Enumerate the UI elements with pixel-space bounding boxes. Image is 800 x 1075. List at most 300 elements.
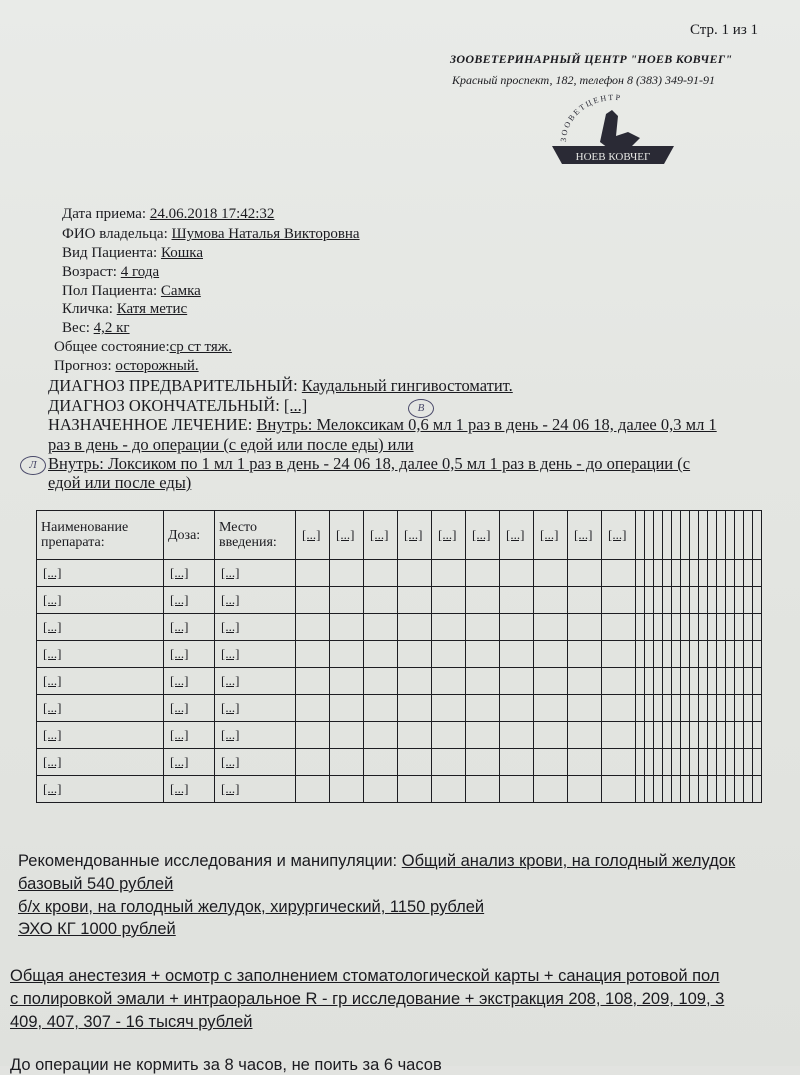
day-header-placeholder: [...] xyxy=(540,527,559,542)
day-cell xyxy=(500,614,534,641)
day-cell xyxy=(398,722,432,749)
narrow-cell xyxy=(672,614,681,641)
route-cell xyxy=(215,722,296,749)
day-cell xyxy=(398,560,432,587)
drug-name-cell xyxy=(37,749,164,776)
day-cell xyxy=(568,776,602,803)
route-cell xyxy=(215,587,296,614)
dose-cell xyxy=(164,668,215,695)
narrow-header-cell xyxy=(663,511,672,560)
narrow-cell xyxy=(708,614,717,641)
day-cell xyxy=(364,695,398,722)
narrow-cell xyxy=(663,749,672,776)
narrow-cell xyxy=(690,695,699,722)
day-header-cell xyxy=(432,511,466,560)
narrow-cell xyxy=(681,641,690,668)
day-cell xyxy=(602,722,636,749)
day-cell xyxy=(500,641,534,668)
narrow-cell xyxy=(636,749,645,776)
day-cell xyxy=(432,641,466,668)
route-cell xyxy=(215,614,296,641)
day-cell xyxy=(398,668,432,695)
narrow-cell xyxy=(708,776,717,803)
narrow-cell xyxy=(663,776,672,803)
dose-cell xyxy=(164,722,215,749)
drug-name-cell xyxy=(37,776,164,803)
route-placeholder: [...] xyxy=(221,727,240,742)
narrow-cell xyxy=(699,776,708,803)
narrow-cell xyxy=(690,749,699,776)
narrow-cell xyxy=(726,695,735,722)
drug-name-placeholder: [...] xyxy=(43,619,62,634)
narrow-header-cell xyxy=(726,511,735,560)
narrow-cell xyxy=(744,749,753,776)
route-cell xyxy=(215,695,296,722)
narrow-cell xyxy=(654,614,663,641)
table-row xyxy=(37,587,762,614)
dose-placeholder: [...] xyxy=(170,754,189,769)
day-cell xyxy=(296,749,330,776)
narrow-cell xyxy=(672,560,681,587)
narrow-cell xyxy=(699,722,708,749)
narrow-cell xyxy=(681,560,690,587)
narrow-cell xyxy=(681,695,690,722)
day-cell xyxy=(432,722,466,749)
narrow-cell xyxy=(690,560,699,587)
narrow-cell xyxy=(717,587,726,614)
day-header-placeholder: [...] xyxy=(302,527,321,542)
narrow-cell xyxy=(717,722,726,749)
day-cell xyxy=(330,587,364,614)
day-header-placeholder: [...] xyxy=(608,527,627,542)
day-cell xyxy=(602,776,636,803)
narrow-cell xyxy=(735,587,744,614)
day-cell xyxy=(364,668,398,695)
table-row xyxy=(37,776,762,803)
day-cell xyxy=(568,749,602,776)
table-row xyxy=(37,749,762,776)
narrow-cell xyxy=(735,722,744,749)
table-row xyxy=(37,614,762,641)
header-route: Место введения: xyxy=(219,520,277,550)
narrow-header-cell xyxy=(654,511,663,560)
narrow-cell xyxy=(708,722,717,749)
day-cell xyxy=(534,641,568,668)
day-cell xyxy=(432,587,466,614)
day-header-cell xyxy=(330,511,364,560)
day-cell xyxy=(568,695,602,722)
treatment-row xyxy=(48,415,717,435)
narrow-cell xyxy=(690,722,699,749)
narrow-header-cell xyxy=(672,511,681,560)
owner-label: ФИО владельца: xyxy=(62,226,168,242)
day-cell xyxy=(398,776,432,803)
narrow-header-cell xyxy=(645,511,654,560)
species-row xyxy=(62,245,203,262)
drug-name-cell xyxy=(37,614,164,641)
day-cell xyxy=(330,695,364,722)
narrow-cell xyxy=(654,560,663,587)
day-cell xyxy=(296,560,330,587)
drug-name-placeholder: [...] xyxy=(43,754,62,769)
narrow-header-cell xyxy=(690,511,699,560)
narrow-cell xyxy=(753,722,762,749)
narrow-cell xyxy=(726,560,735,587)
dose-placeholder: [...] xyxy=(170,700,189,715)
table-row xyxy=(37,641,762,668)
dose-placeholder: [...] xyxy=(170,673,189,688)
day-cell xyxy=(296,776,330,803)
day-cell xyxy=(398,641,432,668)
narrow-cell xyxy=(726,641,735,668)
dose-cell xyxy=(164,749,215,776)
day-cell xyxy=(432,776,466,803)
narrow-cell xyxy=(753,749,762,776)
day-header-cell xyxy=(568,511,602,560)
day-cell xyxy=(534,587,568,614)
day-cell xyxy=(296,722,330,749)
header-dose-cell xyxy=(164,511,215,560)
dose-cell xyxy=(164,695,215,722)
logo-arc-text: ЗООВЕТЦЕНТР xyxy=(558,92,623,143)
narrow-header-cell xyxy=(717,511,726,560)
drug-name-placeholder: [...] xyxy=(43,565,62,580)
dose-placeholder: [...] xyxy=(170,619,189,634)
narrow-cell xyxy=(636,776,645,803)
day-cell xyxy=(602,560,636,587)
day-cell xyxy=(568,641,602,668)
day-cell xyxy=(432,695,466,722)
owner-value: Шумова Наталья Викторовна xyxy=(171,226,360,242)
day-cell xyxy=(466,614,500,641)
day-cell xyxy=(466,749,500,776)
day-cell xyxy=(330,776,364,803)
narrow-header-cell xyxy=(699,511,708,560)
narrow-cell xyxy=(699,749,708,776)
day-cell xyxy=(296,668,330,695)
narrow-cell xyxy=(735,560,744,587)
narrow-cell xyxy=(645,668,654,695)
sex-label: Пол Пациента: xyxy=(62,283,158,299)
condition-label: Общее состояние: xyxy=(54,339,170,355)
narrow-cell xyxy=(663,614,672,641)
handwritten-mark-l: Л xyxy=(20,456,46,475)
narrow-cell xyxy=(744,614,753,641)
clinic-address: Красный проспект, 182, телефон 8 (383) 349-91-91 xyxy=(452,73,715,87)
day-cell xyxy=(330,560,364,587)
owner-row xyxy=(62,226,360,243)
day-cell xyxy=(296,641,330,668)
header-dose: Доза: xyxy=(168,527,201,543)
route-cell xyxy=(215,668,296,695)
visit-date-row xyxy=(62,206,274,223)
day-cell xyxy=(534,722,568,749)
narrow-cell xyxy=(717,641,726,668)
narrow-cell xyxy=(654,749,663,776)
header-drug-name: Наименование препарата: xyxy=(41,520,129,550)
day-cell xyxy=(432,614,466,641)
table-header-row xyxy=(37,511,762,560)
day-cell xyxy=(602,587,636,614)
weight-value: 4,2 кг xyxy=(93,320,130,336)
narrow-cell xyxy=(654,695,663,722)
narrow-cell xyxy=(672,641,681,668)
day-cell xyxy=(432,749,466,776)
medication-table xyxy=(36,510,762,803)
header-drug-name-cell xyxy=(37,511,164,560)
narrow-cell xyxy=(726,587,735,614)
day-cell xyxy=(296,695,330,722)
day-cell xyxy=(466,722,500,749)
condition-value: ср ст тяж. xyxy=(169,339,232,355)
day-cell xyxy=(500,776,534,803)
logo-banner-text: НОЕВ КОВЧЕГ xyxy=(575,151,651,163)
day-cell xyxy=(364,587,398,614)
species-value: Кошка xyxy=(160,245,203,261)
day-cell xyxy=(602,641,636,668)
narrow-cell xyxy=(726,668,735,695)
recommendations-line-5: Общая анестезия + осмотр с заполнением стоматологической карты + санация ротовой пол xyxy=(10,967,720,985)
day-cell xyxy=(398,695,432,722)
day-header-cell xyxy=(364,511,398,560)
day-cell xyxy=(602,668,636,695)
narrow-cell xyxy=(717,749,726,776)
narrow-cell xyxy=(654,722,663,749)
day-cell xyxy=(330,614,364,641)
narrow-header-cell xyxy=(681,511,690,560)
narrow-cell xyxy=(753,560,762,587)
narrow-cell xyxy=(753,776,762,803)
narrow-cell xyxy=(744,668,753,695)
narrow-cell xyxy=(690,641,699,668)
narrow-cell xyxy=(753,587,762,614)
day-cell xyxy=(500,668,534,695)
day-header-cell xyxy=(602,511,636,560)
narrow-cell xyxy=(753,668,762,695)
drug-name-placeholder: [...] xyxy=(43,727,62,742)
day-cell xyxy=(568,614,602,641)
day-cell xyxy=(364,641,398,668)
day-cell xyxy=(602,749,636,776)
narrow-cell xyxy=(717,695,726,722)
day-cell xyxy=(330,749,364,776)
clinic-logo xyxy=(548,90,678,170)
narrow-cell xyxy=(708,560,717,587)
clinic-name: ЗООВЕТЕРИНАРНЫЙ ЦЕНТР "НОЕВ КОВЧЕГ" xyxy=(450,52,733,66)
day-cell xyxy=(500,560,534,587)
day-cell xyxy=(466,560,500,587)
day-cell xyxy=(364,722,398,749)
day-cell xyxy=(364,776,398,803)
narrow-cell xyxy=(636,614,645,641)
route-placeholder: [...] xyxy=(221,592,240,607)
treatment-label: НАЗНАЧЕННОЕ ЛЕЧЕНИЕ: xyxy=(48,415,253,434)
table-row xyxy=(37,668,762,695)
narrow-cell xyxy=(672,776,681,803)
drug-name-cell xyxy=(37,641,164,668)
narrow-cell xyxy=(735,695,744,722)
narrow-cell xyxy=(717,668,726,695)
narrow-cell xyxy=(735,641,744,668)
narrow-cell xyxy=(645,749,654,776)
nickname-row xyxy=(62,301,187,318)
day-cell xyxy=(330,668,364,695)
route-cell xyxy=(215,749,296,776)
day-cell xyxy=(432,560,466,587)
narrow-cell xyxy=(672,587,681,614)
narrow-cell xyxy=(672,749,681,776)
narrow-cell xyxy=(654,776,663,803)
drug-name-cell xyxy=(37,668,164,695)
final-diagnosis-label: ДИАГНОЗ ОКОНЧАТЕЛЬНЫЙ: xyxy=(48,396,280,415)
condition-row xyxy=(54,339,232,356)
route-placeholder: [...] xyxy=(221,619,240,634)
dose-placeholder: [...] xyxy=(170,646,189,661)
route-placeholder: [...] xyxy=(221,700,240,715)
narrow-cell xyxy=(735,614,744,641)
day-cell xyxy=(534,668,568,695)
narrow-header-cell xyxy=(744,511,753,560)
narrow-cell xyxy=(672,695,681,722)
sex-row xyxy=(62,283,201,300)
weight-row xyxy=(62,320,130,337)
prognosis-label: Прогноз: xyxy=(54,358,112,374)
weight-label: Вес: xyxy=(62,320,90,336)
day-header-cell xyxy=(466,511,500,560)
day-cell xyxy=(534,560,568,587)
day-cell xyxy=(568,668,602,695)
dose-placeholder: [...] xyxy=(170,565,189,580)
prelim-diagnosis-value: Каудальный гингивостоматит. xyxy=(301,376,513,395)
day-cell xyxy=(364,614,398,641)
day-header-placeholder: [...] xyxy=(574,527,593,542)
narrow-cell xyxy=(717,614,726,641)
prognosis-value: осторожный. xyxy=(115,358,199,374)
dose-placeholder: [...] xyxy=(170,727,189,742)
day-cell xyxy=(466,695,500,722)
day-header-placeholder: [...] xyxy=(472,527,491,542)
narrow-cell xyxy=(699,560,708,587)
narrow-cell xyxy=(645,560,654,587)
recommendations-line-8: До операции не кормить за 8 часов, не поить за 6 часов xyxy=(10,1056,442,1074)
recommendations-line-3: б/х крови, на голодный желудок, хирургический, 1150 рублей xyxy=(18,898,485,916)
page-number: Стр. 1 из 1 xyxy=(690,22,758,38)
final-diagnosis-value: [...] xyxy=(283,396,308,415)
narrow-cell xyxy=(654,668,663,695)
day-header-cell xyxy=(398,511,432,560)
narrow-cell xyxy=(708,695,717,722)
dose-placeholder: [...] xyxy=(170,592,189,607)
narrow-cell xyxy=(636,668,645,695)
narrow-cell xyxy=(663,668,672,695)
narrow-cell xyxy=(654,587,663,614)
narrow-cell xyxy=(663,695,672,722)
day-cell xyxy=(568,560,602,587)
day-header-placeholder: [...] xyxy=(506,527,525,542)
narrow-cell xyxy=(636,560,645,587)
narrow-cell xyxy=(636,722,645,749)
final-diagnosis-row xyxy=(48,396,307,416)
route-placeholder: [...] xyxy=(221,754,240,769)
drug-name-cell xyxy=(37,722,164,749)
route-cell xyxy=(215,641,296,668)
narrow-cell xyxy=(672,722,681,749)
day-cell xyxy=(330,641,364,668)
header-route-cell xyxy=(215,511,296,560)
narrow-cell xyxy=(645,722,654,749)
narrow-header-cell xyxy=(753,511,762,560)
narrow-cell xyxy=(690,587,699,614)
narrow-cell xyxy=(654,641,663,668)
day-cell xyxy=(466,641,500,668)
narrow-cell xyxy=(636,695,645,722)
day-cell xyxy=(330,722,364,749)
narrow-cell xyxy=(681,749,690,776)
narrow-cell xyxy=(681,722,690,749)
drug-name-cell xyxy=(37,695,164,722)
day-header-placeholder: [...] xyxy=(336,527,355,542)
narrow-cell xyxy=(726,776,735,803)
day-cell xyxy=(568,587,602,614)
narrow-cell xyxy=(744,641,753,668)
narrow-cell xyxy=(708,668,717,695)
day-header-placeholder: [...] xyxy=(370,527,389,542)
route-placeholder: [...] xyxy=(221,673,240,688)
species-label: Вид Пациента: xyxy=(62,245,158,261)
narrow-cell xyxy=(645,614,654,641)
sex-value: Самка xyxy=(160,283,201,299)
recommendations-row xyxy=(18,852,735,871)
route-placeholder: [...] xyxy=(221,781,240,796)
narrow-cell xyxy=(681,614,690,641)
day-cell xyxy=(500,722,534,749)
narrow-header-cell xyxy=(735,511,744,560)
day-cell xyxy=(466,668,500,695)
treatment-line-1: Внутрь: Мелоксикам 0,6 мл 1 раз в день - 24 06 18, далее 0,3 мл 1 xyxy=(256,415,717,434)
visit-date-value: 24.06.2018 17:42:32 xyxy=(149,206,275,222)
day-cell xyxy=(568,722,602,749)
narrow-cell xyxy=(735,776,744,803)
narrow-cell xyxy=(690,668,699,695)
drug-name-placeholder: [...] xyxy=(43,673,62,688)
narrow-cell xyxy=(699,668,708,695)
recommendations-label: Рекомендованные исследования и манипуляции: xyxy=(18,852,398,870)
narrow-cell xyxy=(645,776,654,803)
narrow-cell xyxy=(636,641,645,668)
day-cell xyxy=(364,560,398,587)
narrow-cell xyxy=(753,641,762,668)
day-cell xyxy=(466,587,500,614)
dose-placeholder: [...] xyxy=(170,781,189,796)
narrow-cell xyxy=(744,695,753,722)
visit-date-label: Дата приема: xyxy=(62,206,147,222)
narrow-cell xyxy=(672,668,681,695)
day-cell xyxy=(602,614,636,641)
recommendations-line-4: ЭХО КГ 1000 рублей xyxy=(18,920,176,938)
drug-name-placeholder: [...] xyxy=(43,781,62,796)
day-cell xyxy=(398,614,432,641)
narrow-cell xyxy=(726,722,735,749)
route-placeholder: [...] xyxy=(221,646,240,661)
dose-cell xyxy=(164,641,215,668)
narrow-cell xyxy=(735,749,744,776)
narrow-cell xyxy=(663,641,672,668)
narrow-cell xyxy=(708,641,717,668)
narrow-cell xyxy=(645,587,654,614)
dose-cell xyxy=(164,614,215,641)
recommendations-line-1: Общий анализ крови, на голодный желудок xyxy=(401,852,736,870)
age-value: 4 года xyxy=(120,264,160,280)
